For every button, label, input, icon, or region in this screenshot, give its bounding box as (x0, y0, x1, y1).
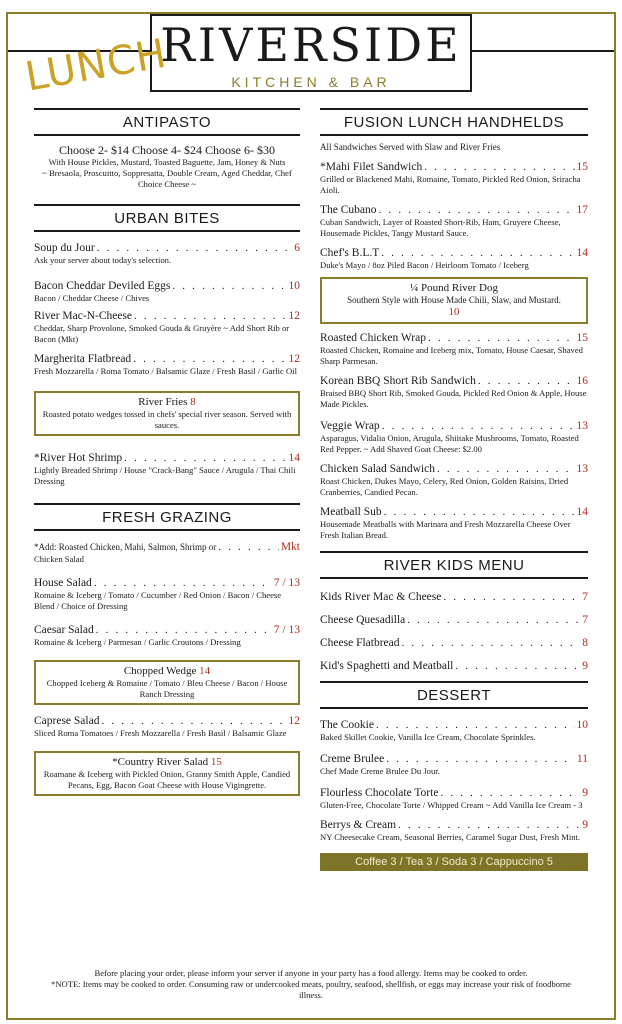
menu-item (320, 420, 588, 455)
item-name: The Cubano (320, 204, 377, 216)
dot-leader (384, 506, 575, 519)
item-price: 10 (576, 719, 588, 731)
feature-name: ¼ Pound River Dog (410, 282, 498, 294)
item-price: 15 (576, 332, 588, 344)
dot-leader (437, 463, 575, 476)
item-price: 12 (288, 715, 300, 727)
item-name: Bacon Cheddar Deviled Eggs (34, 280, 171, 292)
dot-leader (407, 614, 580, 627)
feature-name: River Fries (138, 396, 188, 408)
item-desc: Bacon / Cheddar Cheese / Chives (34, 293, 150, 303)
feature-desc: Chopped Iceberg & Romaine / Tomato / Bleu Cheese / Bacon / House Ranch Dressing (46, 678, 288, 699)
drinks-bar: Coffee 3 / Tea 3 / Soda 3 / Cappuccino 5 (320, 853, 588, 871)
item-desc: Duke's Mayo / 8oz Piled Bacon / Heirloom Tomato / Iceberg (320, 260, 529, 270)
item-price: 15 (576, 161, 588, 173)
item-name: Kids River Mac & Cheese (320, 591, 442, 603)
meal-label: LUNCH (22, 30, 171, 101)
menu-item (34, 577, 300, 612)
item-desc: Chef Made Creme Brulee Du Jour. (320, 766, 440, 776)
menu-item (34, 541, 300, 565)
item-desc: Baked Skillet Cookie, Vanilla Ice Cream, Chocolate Sprinkles. (320, 732, 536, 742)
dot-leader (424, 161, 574, 174)
dot-leader (478, 375, 575, 388)
item-name: Caesar Salad (34, 624, 94, 636)
antipasto-desc: With House Pickles, Mustard, Toasted Baguette, Jam, Honey & Nuts (48, 157, 286, 167)
feature-desc: Southern Style with House Made Chili, Slaw, and Mustard. (347, 295, 561, 305)
dot-leader (386, 753, 575, 766)
item-price: 14 (576, 506, 588, 518)
item-name: Roasted Chicken Wrap (320, 332, 426, 344)
item-name: House Salad (34, 577, 92, 589)
item-desc: Ask your server about today's selection. (34, 255, 172, 265)
dot-leader (94, 577, 272, 590)
menu-item (320, 375, 588, 410)
item-name: *River Hot Shrimp (34, 452, 123, 464)
item-price: 7 / 13 (273, 577, 300, 589)
item-name: Caprese Salad (34, 715, 100, 727)
item-price: 11 (576, 753, 588, 765)
feature-box-country-river-salad (34, 751, 300, 796)
item-desc: Grilled or Blackened Mahi, Romaine, Tomato, Pickled Red Onion, Sriracha Aioli. (320, 174, 581, 195)
item-name: Berrys & Cream (320, 819, 397, 831)
item-name: The Cookie (320, 719, 374, 731)
menu-item (320, 660, 588, 673)
item-price: 8 (582, 637, 588, 649)
allergy-notice: Before placing your order, please inform your server if anyone in your party has a food allergy. Items may be cooked to order. (94, 968, 528, 978)
right-column (320, 108, 588, 871)
item-name: Kid's Spaghetti and Meatball (320, 660, 454, 672)
brand-subtitle: KITCHEN & BAR (231, 74, 391, 90)
item-desc: Romaine & Iceberg / Parmesan / Garlic Croutons / Dressing (34, 637, 241, 647)
item-name: Meatball Sub (320, 506, 382, 518)
raw-food-notice: *NOTE: Items may be cooked to order. Consuming raw or undercooked meats, poultry, seafood, shellfish, or eggs may increase your risk of foodborne illness. (51, 979, 571, 1000)
item-price: 7 (582, 591, 588, 603)
antipasto-meats: ~ Bresaola, Proscuitto, Soppresatta, Double Cream, Aged Cheddar, Chef Choice Cheese ~ (42, 168, 292, 189)
dot-leader (134, 310, 286, 323)
item-name: *Mahi Filet Sandwich (320, 161, 423, 173)
menu-item (320, 332, 588, 367)
feature-desc: Roamane & Iceberg with Pickled Onion, Granny Smith Apple, Candied Pecans, Egg, Bacon Goat Cheese with House Vigingrette. (43, 769, 291, 790)
menu-item (34, 280, 300, 304)
item-price: Mkt (280, 541, 300, 553)
feature-box-river-fries (34, 391, 300, 436)
section-heading-urban-bites: URBAN BITES (34, 204, 300, 232)
item-price: 16 (576, 375, 588, 387)
feature-desc: Roasted potato wedges tossed in chefs' special river season. Served with sauces. (42, 409, 292, 430)
item-price: 12 (288, 353, 300, 365)
dot-leader (96, 624, 272, 637)
antipasto-choose: Choose 2- $14 Choose 4- $24 Choose 6- $30 (59, 143, 275, 157)
item-price: 9 (582, 819, 588, 831)
item-name: Cheese Quesadilla (320, 614, 406, 626)
menu-item (34, 310, 300, 345)
dot-leader (172, 280, 286, 293)
item-price: 7 / 13 (273, 624, 300, 636)
header-rule-right (472, 50, 614, 52)
menu-item (320, 614, 588, 627)
feature-price: 10 (448, 306, 460, 318)
item-price: 12 (288, 310, 300, 322)
brand-logo (150, 14, 472, 92)
dot-leader (101, 715, 286, 728)
menu-item (34, 242, 300, 266)
dot-leader (443, 591, 580, 604)
feature-name: Chopped Wedge (123, 665, 197, 677)
item-name: Korean BBQ Short Rib Sandwich (320, 375, 476, 387)
item-desc: Roast Chicken, Dukes Mayo, Celery, Red Onion, Golden Raisins, Dried Cranberries, Candied Pecan. (320, 476, 569, 497)
item-desc: Cuban Sandwich, Layer of Roasted Short-Rib, Ham, Gruyere Cheese, Housemade Pickles, Tangy Mustard Sauce. (320, 217, 561, 238)
item-price: 17 (576, 204, 588, 216)
feature-price: 15 (210, 756, 222, 768)
item-name: Soup du Jour (34, 242, 95, 254)
item-desc: Cheddar, Sharp Provolone, Smoked Gouda & Gruyère ~ Add Short Rib or Bacon (Mkt) (34, 323, 290, 344)
feature-price: 8 (190, 396, 196, 408)
item-desc: Housemade Meatballs with Marinara and Fresh Mozzarella Cheese Over Fresh Italian Bread. (320, 519, 571, 540)
section-heading-fresh-grazing: FRESH GRAZING (34, 503, 300, 531)
item-price: 14 (576, 247, 588, 259)
item-name: Flourless Chocolate Torte (320, 787, 439, 799)
item-name: Margherita Flatbread (34, 353, 132, 365)
dot-leader (398, 819, 580, 832)
section-heading-antipasto: ANTIPASTO (34, 108, 300, 136)
menu-item (320, 463, 588, 498)
section-heading-handhelds: FUSION LUNCH HANDHELDS (320, 108, 588, 136)
item-desc: Gluten-Free, Chocolate Torte / Whipped Cream ~ Add Vanilla Ice Cream - 3 (320, 800, 583, 810)
section-heading-kids: RIVER KIDS MENU (320, 551, 588, 579)
menu-item (320, 719, 588, 743)
left-column (34, 108, 300, 796)
menu-item (34, 452, 300, 487)
section-heading-dessert: DESSERT (320, 681, 588, 709)
menu-item (34, 715, 300, 739)
menu-item (320, 204, 588, 239)
item-name: Cheese Flatbread (320, 637, 400, 649)
item-name: *Add: Roasted Chicken, Mahi, Salmon, Shrimp or (34, 542, 217, 552)
antipasto-block (34, 144, 300, 190)
item-name: Chef's B.L.T (320, 247, 380, 259)
item-price: 13 (576, 463, 588, 475)
dot-leader (133, 353, 286, 366)
dot-leader (379, 204, 575, 217)
dot-leader (97, 242, 293, 255)
item-price: 6 (294, 242, 300, 254)
brand-title: RIVERSIDE (160, 18, 462, 72)
menu-item (34, 624, 300, 648)
item-desc: Braised BBQ Short Rib, Smoked Gouda, Pickled Red Onion & Apple, House Made Pickles. (320, 388, 587, 409)
item-name: Creme Brulee (320, 753, 385, 765)
item-price: 7 (582, 614, 588, 626)
item-desc: NY Cheesecake Cream, Seasonal Berries, Caramel Sugar Dust, Fresh Mint. (320, 832, 581, 842)
menu-item (320, 787, 588, 811)
item-desc: Sliced Roma Tomatoes / Fresh Mozzarella / Fresh Basil / Balsamic Glaze (34, 728, 287, 738)
item-price: 9 (582, 660, 588, 672)
item-price: 9 (582, 787, 588, 799)
dot-leader (381, 247, 574, 260)
dot-leader (402, 637, 581, 650)
menu-item (320, 506, 588, 541)
item-desc: Romaine & Iceberg / Tomato / Cucumber / Red Onion / Bacon / Cheese Blend / Choice of Dressing (34, 590, 282, 611)
item-desc: Fresh Mozzarella / Roma Tomato / Balsamic Glaze / Fresh Basil / Garlic Oil (34, 366, 297, 376)
item-price: 13 (576, 420, 588, 432)
item-price: 14 (288, 452, 300, 464)
menu-item (320, 753, 588, 777)
menu-item (320, 161, 588, 196)
dot-leader (218, 541, 279, 554)
item-name: Chicken Salad Sandwich (320, 463, 435, 475)
dot-leader (440, 787, 580, 800)
dot-leader (124, 452, 286, 465)
allergy-footer (40, 968, 582, 1001)
feature-box-river-dog (320, 277, 588, 324)
menu-item (320, 819, 588, 843)
dot-leader (455, 660, 580, 673)
dot-leader (428, 332, 575, 345)
menu-item (320, 591, 588, 604)
menu-item (320, 247, 588, 271)
item-name: Veggie Wrap (320, 420, 380, 432)
item-desc: Lightly Breaded Shrimp / House "Crack-Bang" Sauce / Arugula / Thai Chili Dressing (34, 465, 296, 486)
handhelds-intro: All Sandwiches Served with Slaw and River Fries (320, 142, 501, 152)
item-desc: Roasted Chicken, Romaine and Iceberg mix, Tomato, House Caesar, Shaved Sharp Parmesan. (320, 345, 583, 366)
menu-item (34, 353, 300, 377)
item-name: River Mac-N-Cheese (34, 310, 133, 322)
item-desc: Asparagus, Vidalia Onion, Arugula, Shiitake Mushrooms, Tomato, Roasted Red Pepper. ~ Add Shaved Goat Cheese: $2.00 (320, 433, 579, 454)
feature-price: 14 (199, 665, 211, 677)
feature-box-chopped-wedge (34, 660, 300, 705)
dot-leader (382, 420, 575, 433)
item-desc: Chicken Salad (34, 554, 84, 564)
item-price: 10 (288, 280, 300, 292)
menu-item (320, 637, 588, 650)
dot-leader (376, 719, 575, 732)
feature-name: *Country River Salad (112, 756, 209, 768)
